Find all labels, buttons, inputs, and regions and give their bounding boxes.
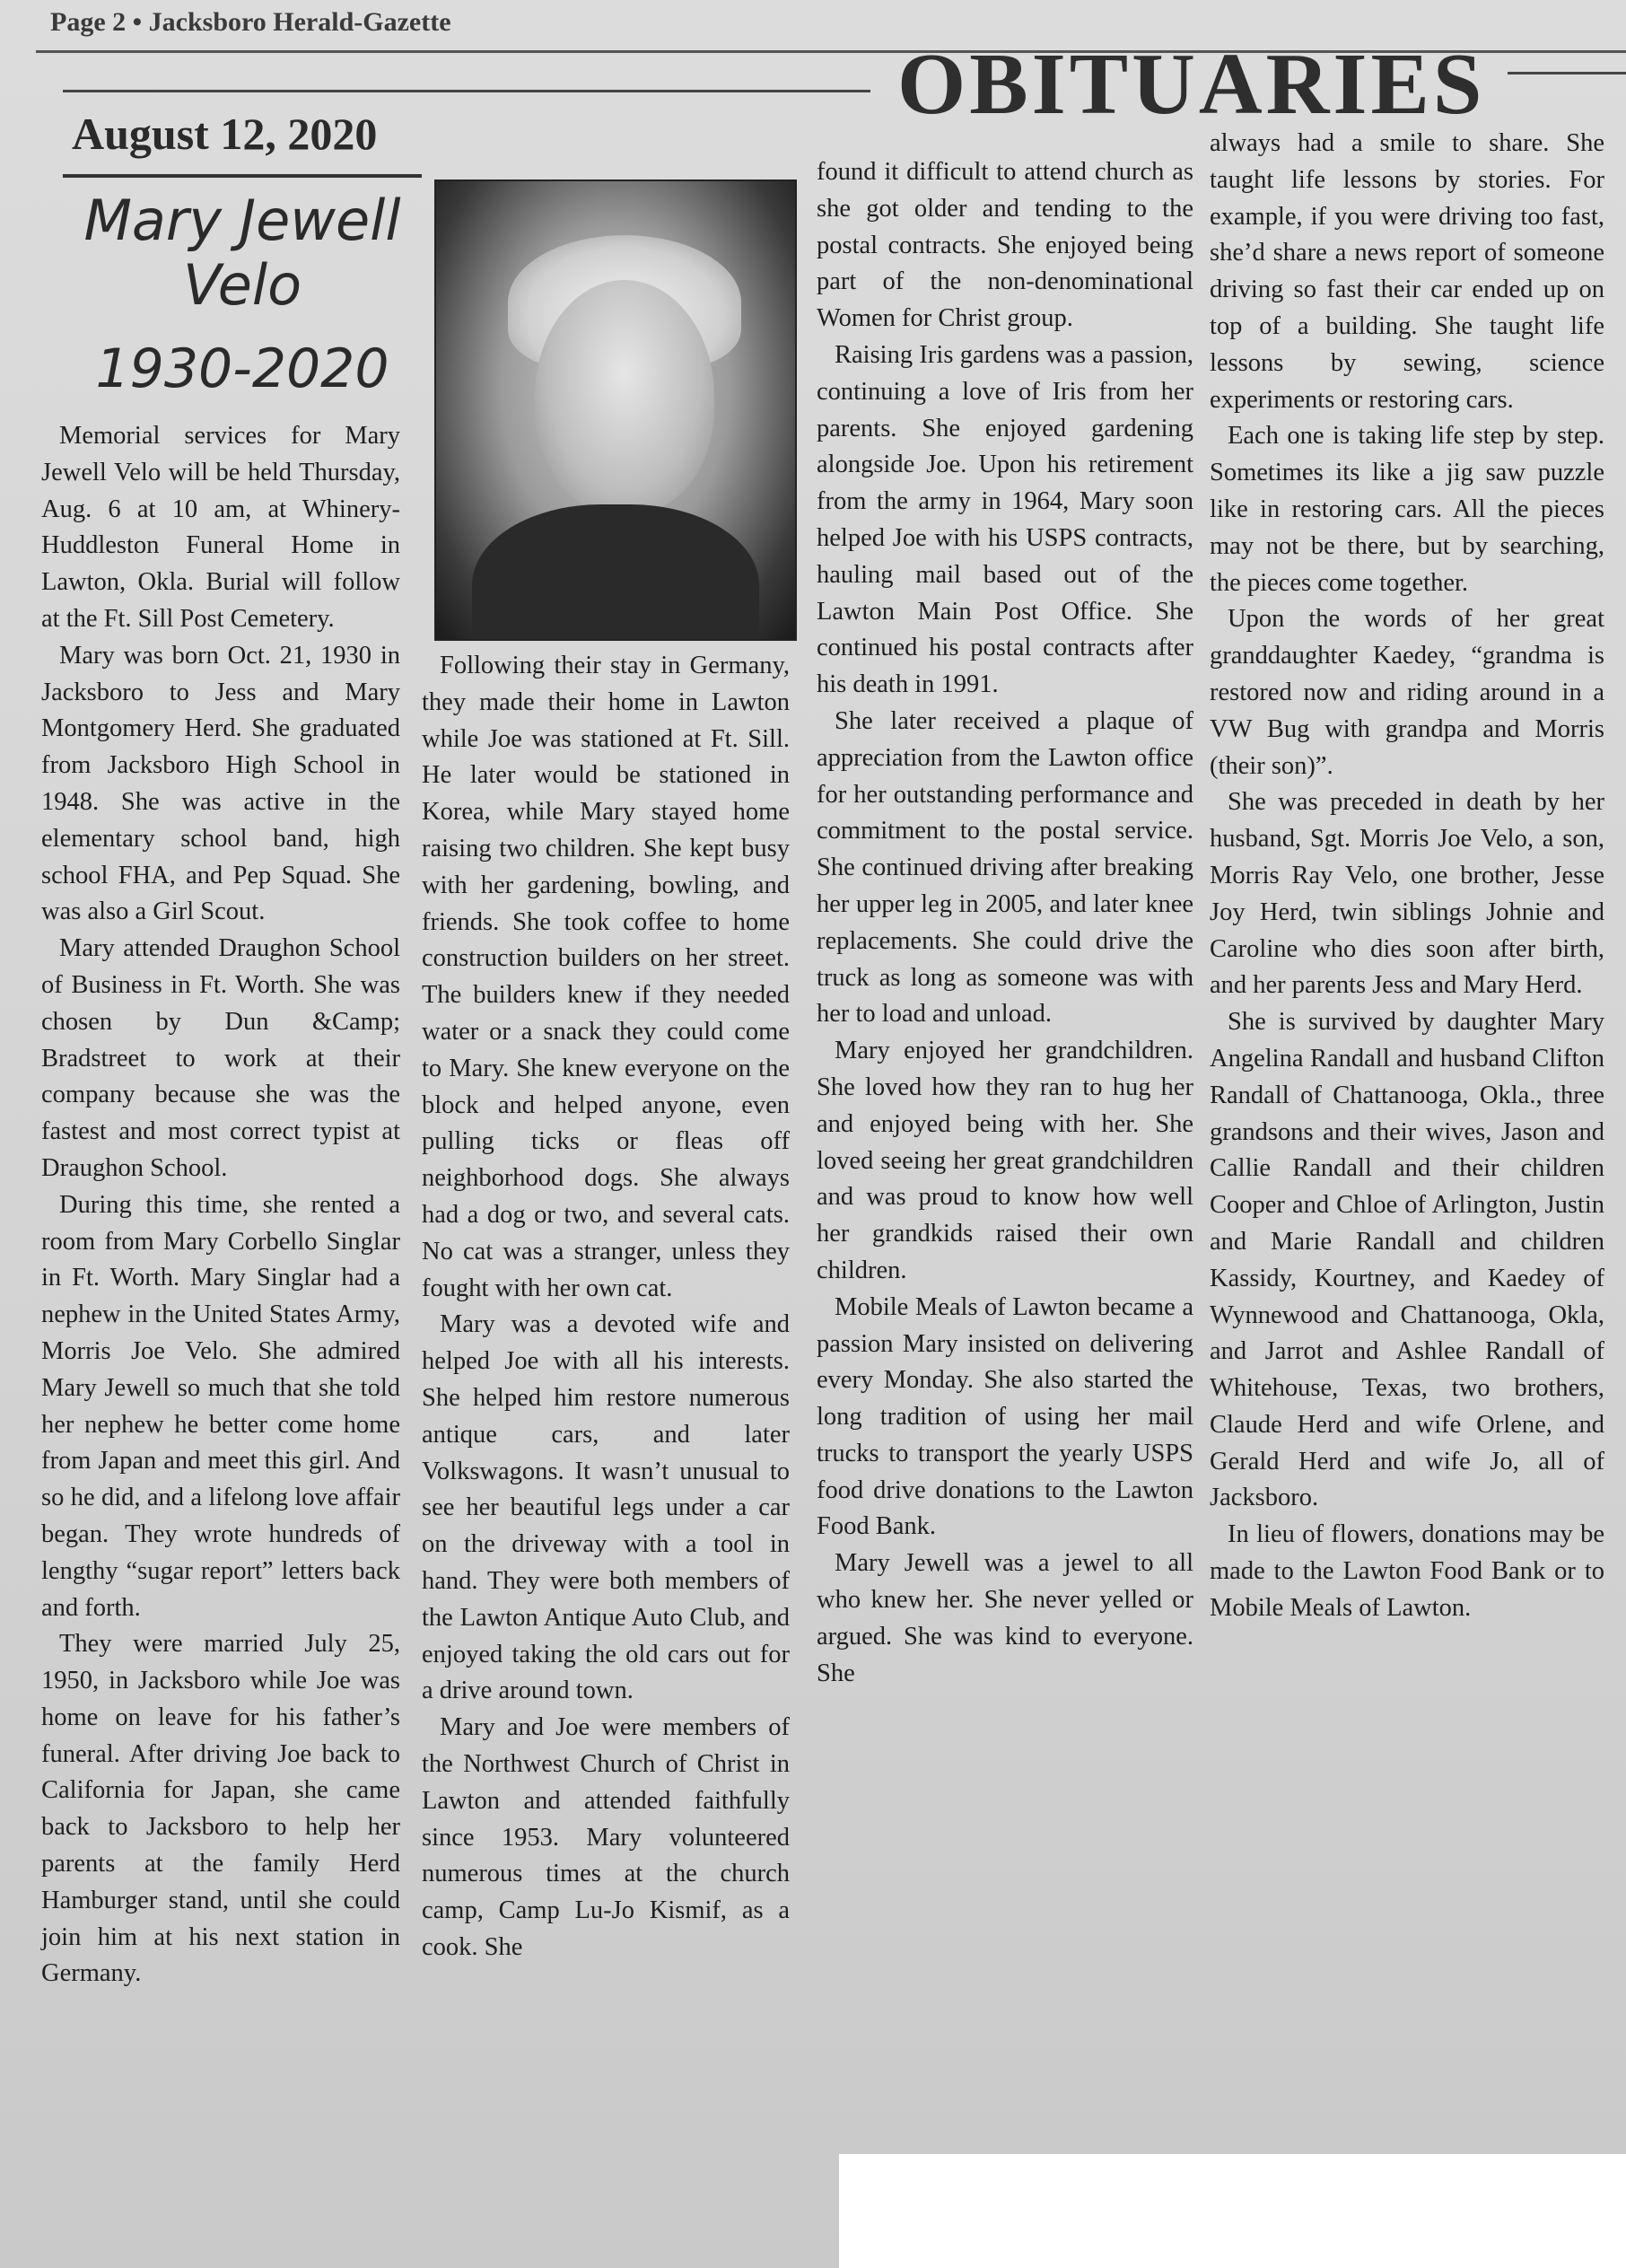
photo-body	[472, 504, 759, 641]
paragraph: Mary was a devoted wife and helped Joe with all his interests. She helped him restore numerous antique cars, and later Volkswagons. It wasn’t unusual to see her beautiful legs under a car on the driveway with a tool in hand. They were both members of the Lawton Antique Auto Club, and enjoyed taking the old cars out for a drive around town.	[422, 1310, 790, 1705]
paragraph: Mobile Meals of Lawton became a passion Mary insisted on delivering every Monday. She also started the long tradition of using her mail trucks to transport the yearly USPS food drive donations to the Lawton Food Bank.	[817, 1292, 1193, 1541]
column-4	[1210, 126, 1604, 1627]
blank-corner	[839, 2154, 1626, 2268]
paragraph: Mary attended Draughon School of Business in Ft. Worth. She was chosen by Dun &Camp; Bradstreet to work at their company because she was the fastest and most correct typist at Draughon School.	[41, 934, 400, 1182]
paragraph: Mary was born Oct. 21, 1930 in Jacksboro to Jess and Mary Montgomery Herd. She graduated from Jacksboro High School in 1948. She was active in the elementary school band, high school FHA, and Pep Squad. She was also a Girl Scout.	[41, 641, 400, 926]
paragraph: She later received a plaque of appreciation from the Lawton office for her outstanding performance and commitment to the postal service. She continued driving after breaking her upper leg in 2005, and later knee replacements. She could drive the truck as long as someone was with her to load and unload.	[817, 706, 1193, 1029]
issue-date: August 12, 2020	[72, 109, 378, 159]
paragraph: They were married July 25, 1950, in Jacksboro while Joe was home on leave for his father’s funeral. After driving Joe back to California for Japan, she came back to Jacksboro to help her parents at the family Herd Hamburger stand, until she could join him at his next station in Germany.	[41, 1630, 400, 1988]
paragraph: During this time, she rented a room from Mary Corbello Singlar in Ft. Worth. Mary Singlar had a nephew in the United States Army, Morris Joe Velo. She admired Mary Jewell so much that she told her nephew he better come home from Japan and meet this girl. And so he did, and a lifelong love affair began. They wrote hundreds of lengthy “sugar report” letters back and forth.	[41, 1190, 400, 1622]
date-rule	[63, 174, 422, 178]
paragraph: Memorial services for Mary Jewell Velo will be held Thursday, Aug. 6 at 10 am, at Whinery-Huddleston Funeral Home in Lawton, Okla. Burial will follow at the Ft. Sill Post Cemetery.	[41, 422, 400, 633]
title-rule-right	[1508, 72, 1626, 74]
life-years: 1930-2020	[95, 337, 389, 400]
section-title: OBITUARIES	[897, 36, 1486, 133]
paragraph: always had a smile to share. She taught life lessons by stories. For example, if you were driving too fast, she’d share a news report of someone driving so fast their car ended up on top of a building. She taught life lessons by sewing, science experiments or restoring cars.	[1210, 129, 1604, 414]
paragraph: In lieu of flowers, donations may be made to the Lawton Food Bank or to Mobile Meals of Lawton.	[1210, 1520, 1604, 1622]
portrait-photo	[434, 180, 797, 641]
column-3	[817, 154, 1193, 1692]
paragraph: Each one is taking life step by step. Sometimes its like a jig saw puzzle like in restoring cars. All the pieces may not be there, but by searching, the pieces come together.	[1210, 422, 1604, 597]
paragraph: Mary enjoyed her grandchildren. She loved how they ran to hug her and enjoyed being with her. She loved seeing her great grandchildren and was proud to know how well her grandkids raised their own children.	[817, 1037, 1193, 1284]
column-2	[422, 648, 790, 1966]
paragraph: Mary and Joe were members of the Northwest Church of Christ in Lawton and attended faithfully since 1953. Mary volunteered numerous times at the church camp, Camp Lu-Jo Kismif, as a cook. She	[422, 1713, 790, 1961]
paragraph: She is survived by daughter Mary Angelina Randall and husband Clifton Randall of Chattanooga, Okla., three grandsons and their wives, Jason and Callie Randall and their children Cooper and Chloe of Arlington, Justin and Marie Randall and children Kassidy, Kourtney, and Kaedey of Wynnewood and Chattanooga, Okla, and Jarrot and Ashlee Randall of Whitehouse, Texas, two brothers, Claude Herd and wife Orlene, and Gerald Herd and wife Jo, all of Jacksboro.	[1210, 1008, 1604, 1512]
paragraph: She was preceded in death by her husband, Sgt. Morris Joe Velo, a son, Morris Ray Velo, one brother, Jesse Joy Herd, twin siblings Johnie and Caroline who dies soon after birth, and her parents Jess and Mary Herd.	[1210, 788, 1604, 1000]
paragraph: Mary Jewell was a jewel to all who knew her. She never yelled or argued. She was kind to everyone. She	[817, 1549, 1193, 1687]
paragraph: Following their stay in Germany, they made their home in Lawton while Joe was stationed at Ft. Sill. He later would be stationed in Korea, while Mary stayed home raising two children. She kept busy with her gardening, bowling, and friends. She took coffee to home construction builders on her street. The builders knew if they needed water or a snack they could come to Mary. She knew everyone on the block and helped anyone, even pulling ticks or fleas off neighborhood dogs. She always had a dog or two, and several cats. No cat was a stranger, unless they fought with her own cat.	[422, 652, 790, 1302]
title-rule-left	[63, 90, 870, 92]
page-label: Page 2 • Jacksboro Herald-Gazette	[50, 7, 451, 37]
paragraph: Raising Iris gardens was a passion, continuing a love of Iris from her parents. She enjoyed gardening alongside Joe. Upon his retirement from the army in 1964, Mary soon helped Joe with his USPS contracts, hauling mail based out of the Lawton Main Post Office. She continued his postal contracts after his death in 1991.	[817, 340, 1193, 699]
column-1	[41, 418, 400, 1992]
deceased-name: Mary Jewell Velo	[83, 188, 401, 318]
paragraph: found it difficult to attend church as she got older and tending to the postal contracts. She enjoyed being part of the non-denominational Women for Christ group.	[817, 158, 1193, 333]
paragraph: Upon the words of her great granddaughter Kaedey, “grandma is restored now and riding around in a VW Bug with grandpa and Morris (their son)”.	[1210, 605, 1604, 780]
photo-face	[535, 280, 714, 513]
